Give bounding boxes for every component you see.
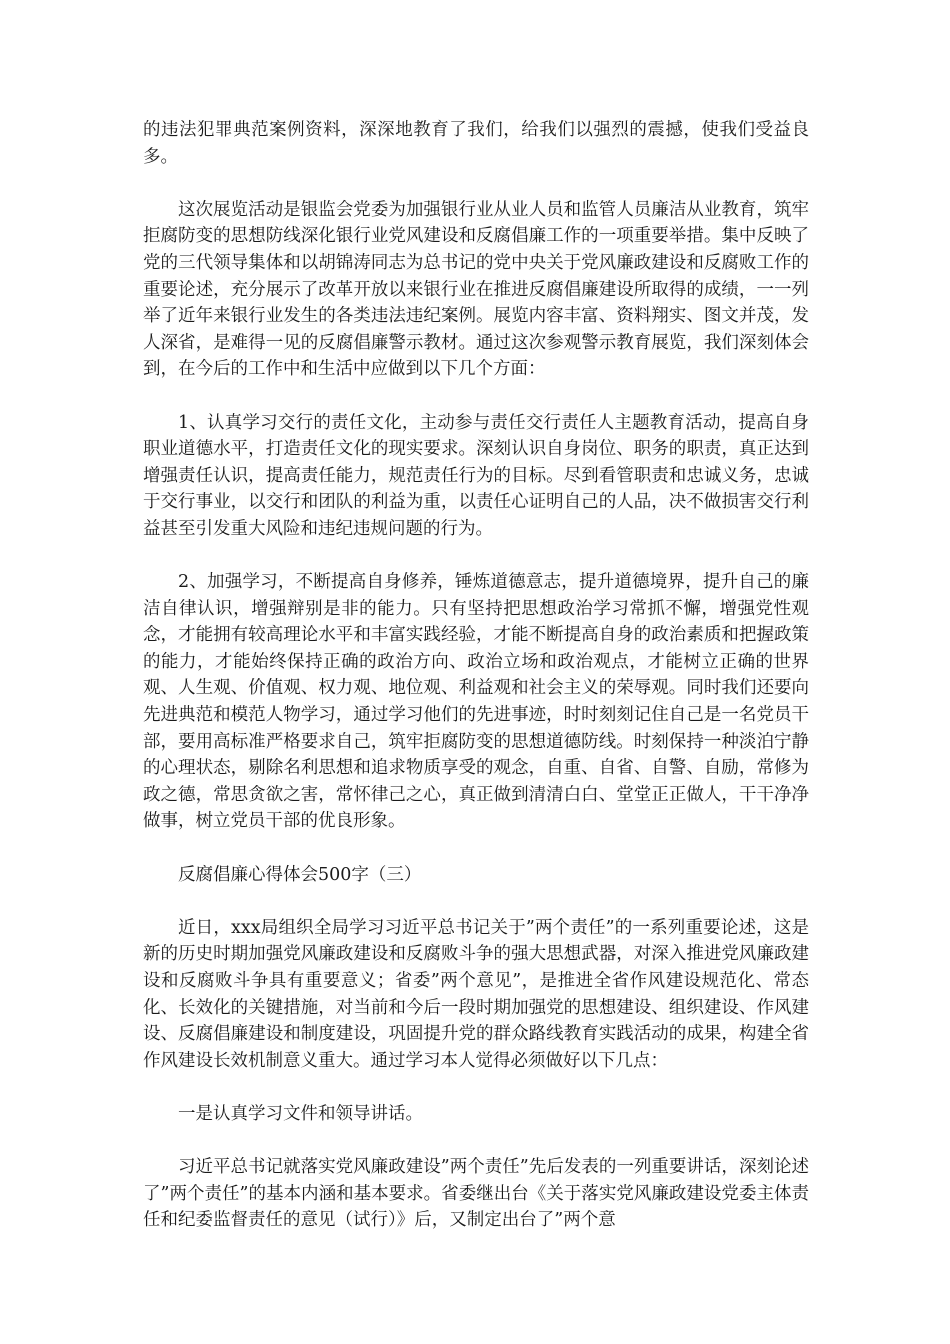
paragraph-first-point: 一是认真学习文件和领导讲话。 (178, 1103, 423, 1124)
paragraph-point-1: 1、认真学习交行的责任文化，主动参与责任交行责任人主题教育活动，提高自身职业道德水平，打造责任文化的现实要求。深刻认识自身岗位、职务的职责，真正达到增强责任认识，提高责任能力，规范责任行为的目标。尽到看管职责和忠诚义务，忠诚于交行事业，以交行和团队的利益为重，以责任心证明自己的人品，决不做损害交行利益甚至引发重大风险和违纪违规问题的行为。 (143, 412, 809, 539)
paragraph-continued: 的违法犯罪典范案例资料，深深地教育了我们，给我们以强烈的震撼，使我们受益良多。 (143, 120, 809, 167)
paragraph-speeches: 习近平总书记就落实党风廉政建设”两个责任”先后发表的一列重要讲话，深刻论述了”两个责任”的基本内涵和基本要求。省委继出台《关于落实党风廉政建设党委主体责任和纪委监督责任的意见（试行）》后，又制定出台了”两个意 (143, 1157, 809, 1231)
paragraph-exhibition: 这次展览活动是银监会党委为加强银行业从业人员和监管人员廉洁从业教育，筑牢拒腐防变的思想防线深化银行业党风建设和反腐倡廉工作的一项重要举措。集中反映了党的三代领导集体和以胡锦涛同志为总书记的党中央关于党风廉政建设和反腐败工作的重要论述，充分展示了改革开放以来银行业在推进反腐倡廉建设所取得的成绩，一一列举了近年来银行业发生的各类违法违纪案例。展览内容丰富、资料翔实、图文并茂，发人深省，是难得一见的反腐倡廉警示教材。通过这次参观警示教育展览，我们深刻体会到，在今后的工作中和生活中应做到以下几个方面： (143, 199, 809, 380)
document-body (143, 117, 809, 1261)
section-heading: 反腐倡廉心得体会500字（三） (178, 864, 422, 885)
paragraph-point-2: 2、加强学习，不断提高自身修养，锤炼道德意志，提升道德境界，提升自己的廉洁自律认识，增强辩别是非的能力。只有坚持把思想政治学习常抓不懈，增强党性观念，才能拥有较高理论水平和丰富实践经验，才能不断提高自身的政治素质和把握政策的能力，才能始终保持正确的政治方向、政治立场和政治观点，才能树立正确的世界观、人生观、价值观、权力观、地位观、利益观和社会主义的荣辱观。同时我们还要向先进典范和模范人物学习，通过学习他们的先进事迹，时时刻刻记住自己是一名党员干部，要用高标准严格要求自己，筑牢拒腐防变的思想道德防线。时刻保持一种淡泊宁静的心理状态，剔除名利思想和追求物质享受的观念，自重、自省、自警、自励，常修为政之德，常思贪欲之害，常怀律己之心，真正做到清清白白、堂堂正正做人，干干净净做事，树立党员干部的优良形象。 (143, 572, 809, 832)
paragraph-recent-study: 近日，xxx局组织全局学习习近平总书记关于”两个责任”的一系列重要论述，这是新的历史时期加强党风廉政建设和反腐败斗争的强大思想武器，对深入推进党风廉政建设和反腐败斗争具有重要意义；省委”两个意见”，是推进全省作风建设规范化、常态化、长效化的关键措施，对当前和今后一段时期加强党的思想建设、组织建设、作风建设、反腐倡廉建设和制度建设，巩固提升党的群众路线教育实践活动的成果，构建全省作风建设长效机制意义重大。通过学习本人觉得必须做好以下几点： (143, 917, 809, 1071)
